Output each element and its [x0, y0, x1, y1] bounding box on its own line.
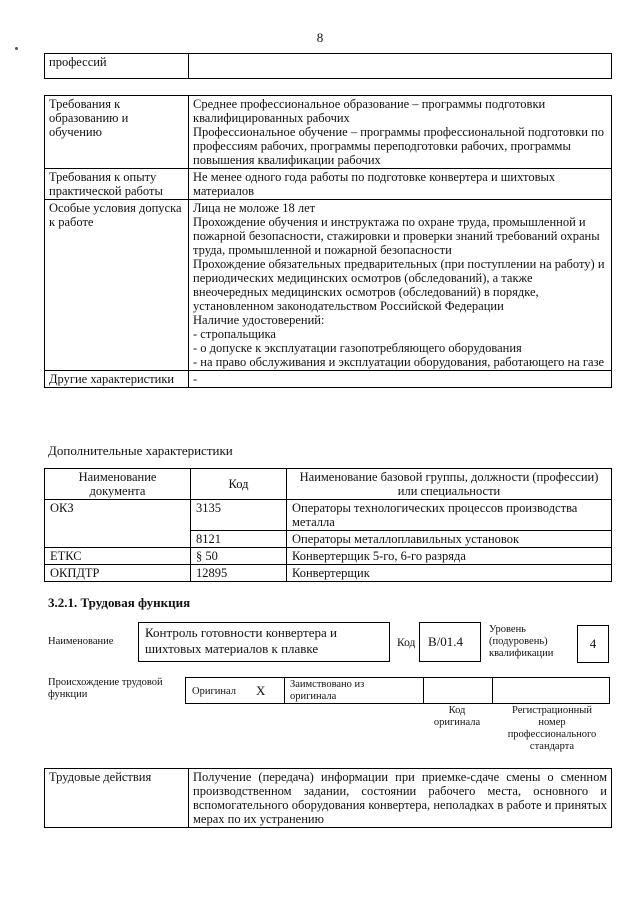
divider	[284, 678, 285, 703]
profession-label: профессий	[45, 54, 189, 79]
code-cell: 12895	[191, 565, 287, 582]
table-row	[45, 769, 612, 828]
code-cell: 3135	[191, 500, 287, 531]
name-cell: Конвертерщик 5-го, 6-го разряда	[287, 548, 612, 565]
section-title: 3.2.1. Трудовая функция	[48, 595, 191, 610]
requirement-line: Наличие удостоверений:	[193, 313, 325, 327]
requirement-value	[189, 169, 612, 200]
requirement-line: - на право обслуживания и эксплуатации оборудования, работающего на газе	[193, 355, 605, 369]
profession-value	[189, 54, 612, 79]
requirement-key: Особые условия допуска к работе	[45, 200, 189, 371]
column-header: Наименование документа	[45, 469, 191, 500]
page-number: 8	[316, 30, 324, 45]
actions-value: Получение (передача) информации при приемке-сдаче смены о сменном производственном задании, состоянии рабочего места, основного и вспомогательного оборудования конвертера, неполадках в работе и принятых мерах по их устранению	[189, 769, 612, 828]
function-name: Контроль готовности конвертера и шихтовых материалов к плавке	[145, 625, 337, 656]
name-cell: Операторы технологических процессов производства металла	[287, 500, 612, 531]
document-cell: ОКПДТР	[45, 565, 191, 582]
additional-characteristics-title: Дополнительные характеристики	[48, 443, 233, 458]
requirement-line: Лица не моложе 18 лет	[193, 201, 316, 215]
registration-caption: Регистрационный номер профессионального стандарта	[507, 705, 597, 752]
requirement-line: Профессиональное обучение – программы профессиональной подготовки по профессиям рабочих, программы переподготовки рабочих, программы повышения квалификации рабочих	[193, 125, 605, 167]
name-cell: Конвертерщик	[287, 565, 612, 582]
table-row	[45, 500, 612, 531]
requirement-key: Требования к опыту практической работы	[45, 169, 189, 200]
requirement-value	[189, 371, 612, 388]
column-header: Наименование базовой группы, должности (профессии) или специальности	[287, 469, 612, 500]
divider	[423, 678, 424, 703]
requirement-line: - стропальщика	[193, 327, 276, 341]
function-code: B/01.4	[428, 634, 464, 649]
table-row	[45, 200, 612, 371]
code-cell: 8121	[191, 531, 287, 548]
name-label: Наименование	[48, 636, 114, 647]
function-code-box	[419, 622, 481, 662]
requirement-line: Прохождение обязательных предварительных (при поступлении на работу) и периодических медицинских осмотров (обследований), а также внеочередных медицинских осмотров (обследований) в порядке, установленном законодательством Российской Федерации	[193, 257, 605, 313]
requirement-value	[189, 96, 612, 169]
table-row	[45, 169, 612, 200]
document-cell: ЕТКС	[45, 548, 191, 565]
table-row	[45, 548, 612, 565]
level-value: 4	[589, 636, 597, 651]
table-row	[45, 565, 612, 582]
original-mark: X	[256, 683, 266, 698]
labor-actions-table	[44, 768, 612, 828]
requirement-line: Не менее одного года работы по подготовке конвертера и шихтовых материалов	[193, 170, 556, 198]
origin-label: Происхождение трудовой функции	[48, 677, 163, 700]
table-header-row	[45, 469, 612, 500]
level-label: Уровень (подуровень) квалификации	[489, 624, 554, 659]
requirement-key: Требования к образованию и обучению	[45, 96, 189, 169]
requirement-value	[189, 200, 612, 371]
requirement-key: Другие характеристики	[45, 371, 189, 388]
table-row	[45, 96, 612, 169]
column-header: Код	[191, 469, 287, 500]
additional-characteristics-table	[44, 468, 612, 582]
original-label: Оригинал	[192, 686, 236, 697]
table-row	[45, 371, 612, 388]
requirement-line: -	[193, 372, 198, 386]
requirement-line: - о допуске к эксплуатации газопотребляющего оборудования	[193, 341, 522, 355]
code-label: Код	[397, 637, 416, 649]
function-name-box	[138, 622, 390, 662]
scan-speck	[15, 47, 18, 50]
profession-table-tail	[44, 53, 612, 79]
borrowed-label: Заимствовано из оригинала	[290, 679, 365, 702]
level-box	[577, 625, 609, 663]
divider	[492, 678, 493, 703]
requirement-line: Прохождение обучения и инструктажа по охране труда, промышленной и пожарной безопасности, стажировки и проверки знаний требований охраны труда, промышленной и пожарной безопасности	[193, 215, 600, 257]
code-cell: § 50	[191, 548, 287, 565]
actions-key: Трудовые действия	[45, 769, 189, 828]
origin-row	[185, 677, 610, 704]
document-cell: ОКЗ	[45, 500, 191, 548]
requirement-line: Среднее профессиональное образование – программы подготовки квалифицированных рабочих	[193, 97, 546, 125]
original-code-caption: Код оригинала	[433, 705, 481, 728]
requirements-table	[44, 95, 612, 388]
name-cell: Операторы металлоплавильных установок	[287, 531, 612, 548]
